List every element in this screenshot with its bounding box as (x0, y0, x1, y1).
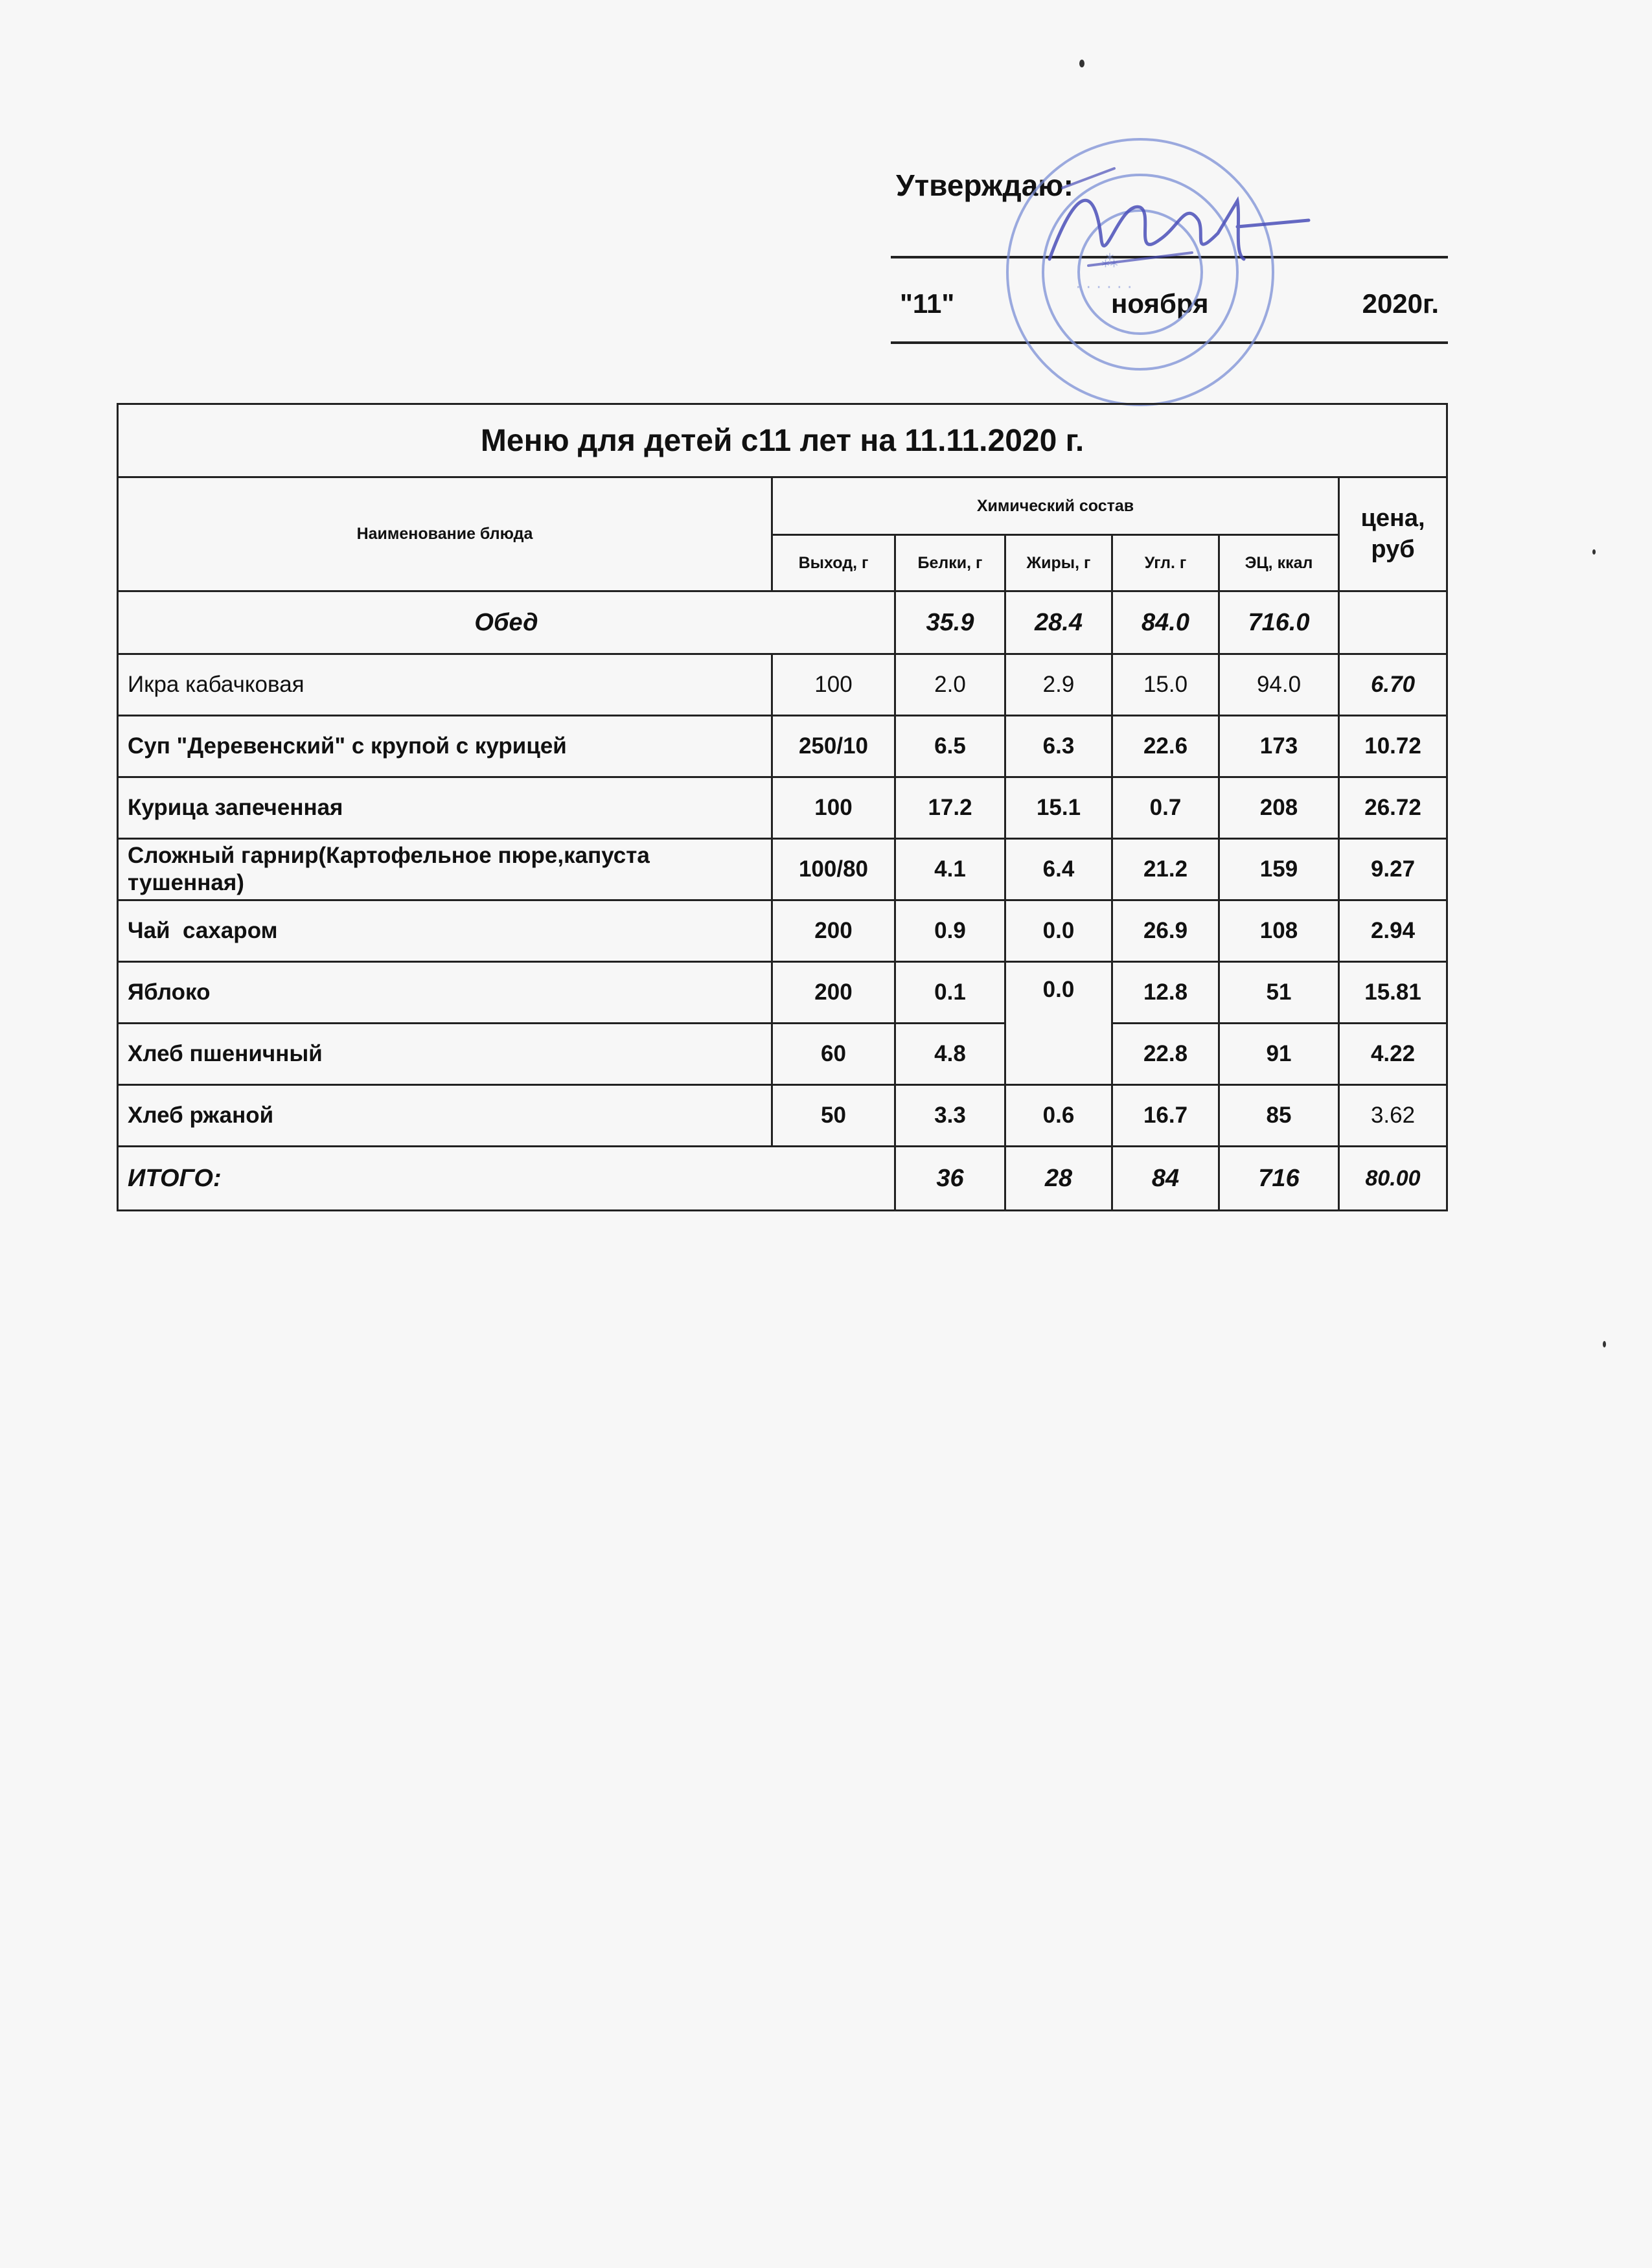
dish-vyhod: 50 (772, 1085, 895, 1147)
svg-text:· · · · · ·: · · · · · · (1075, 276, 1133, 295)
total-row (118, 1147, 1447, 1211)
dish-zhiry: 0.0 (1005, 962, 1112, 1085)
scan-speck (1592, 549, 1596, 555)
dish-ugl: 22.8 (1112, 1024, 1219, 1085)
date-line (891, 341, 1448, 344)
dish-price: 15.81 (1339, 962, 1447, 1024)
dish-name: Икра кабачковая (118, 654, 772, 716)
approval-month: ноября (1111, 288, 1209, 319)
total-belki: 36 (895, 1147, 1005, 1211)
header-dish-name: Наименование блюда (118, 477, 772, 591)
dish-vyhod: 250/10 (772, 716, 895, 777)
dish-kcal: 85 (1219, 1085, 1339, 1147)
dish-price: 9.27 (1339, 839, 1447, 900)
dish-name: Суп "Деревенский" с крупой с курицей (118, 716, 772, 777)
table-row (118, 1085, 1447, 1147)
dish-zhiry: 15.1 (1005, 777, 1112, 839)
dish-price: 2.94 (1339, 900, 1447, 962)
dish-price: 10.72 (1339, 716, 1447, 777)
dish-vyhod: 200 (772, 900, 895, 962)
dish-belki: 4.1 (895, 839, 1005, 900)
scan-speck (1603, 1341, 1606, 1347)
dish-belki: 6.5 (895, 716, 1005, 777)
dish-belki: 4.8 (895, 1024, 1005, 1085)
dish-belki: 17.2 (895, 777, 1005, 839)
section-kcal: 716.0 (1219, 591, 1339, 654)
scan-speck (1079, 60, 1084, 67)
total-kcal: 716 (1219, 1147, 1339, 1211)
section-price (1339, 591, 1447, 654)
dish-zhiry: 2.9 (1005, 654, 1112, 716)
total-zhiry: 28 (1005, 1147, 1112, 1211)
table-row (118, 777, 1447, 839)
dish-belki: 0.1 (895, 962, 1005, 1024)
dish-zhiry: 6.4 (1005, 839, 1112, 900)
total-ugl: 84 (1112, 1147, 1219, 1211)
dish-zhiry: 6.3 (1005, 716, 1112, 777)
section-belki: 35.9 (895, 591, 1005, 654)
dish-belki: 0.9 (895, 900, 1005, 962)
signature-line (891, 256, 1448, 258)
header-belki: Белки, г (895, 535, 1005, 591)
dish-vyhod: 100 (772, 777, 895, 839)
header-chemical-composition: Химический состав (772, 477, 1339, 535)
dish-name: Чай сахаром (118, 900, 772, 962)
dish-zhiry: 0.0 (1005, 900, 1112, 962)
dish-name: Хлеб ржаной (118, 1085, 772, 1147)
dish-vyhod: 100 (772, 654, 895, 716)
table-row (118, 1024, 1447, 1085)
table-row (118, 716, 1447, 777)
approval-day: "11" (900, 288, 955, 319)
table-row (118, 900, 1447, 962)
dish-ugl: 16.7 (1112, 1085, 1219, 1147)
stamp-text-center-1: ⁂ (1101, 251, 1118, 271)
dish-kcal: 208 (1219, 777, 1339, 839)
dish-name: Хлеб пшеничный (118, 1024, 772, 1085)
dish-price: 26.72 (1339, 777, 1447, 839)
dish-belki: 3.3 (895, 1085, 1005, 1147)
section-row-lunch (118, 591, 1447, 654)
header-kcal: ЭЦ, ккал (1219, 535, 1339, 591)
dish-price: 4.22 (1339, 1024, 1447, 1085)
dish-price: 3.62 (1339, 1085, 1447, 1147)
dish-zhiry: 0.6 (1005, 1085, 1112, 1147)
dish-kcal: 159 (1219, 839, 1339, 900)
table-row (118, 962, 1447, 1024)
header-price: цена, руб (1339, 477, 1447, 591)
table-row (118, 839, 1447, 900)
dish-kcal: 51 (1219, 962, 1339, 1024)
menu-title: Меню для детей с11 лет на 11.11.2020 г. (118, 404, 1447, 477)
dish-name: Сложный гарнир(Картофельное пюре,капуста тушенная) (118, 839, 772, 900)
dish-kcal: 91 (1219, 1024, 1339, 1085)
dish-ugl: 0.7 (1112, 777, 1219, 839)
approval-block (891, 165, 1448, 360)
approval-year: 2020г. (1362, 288, 1439, 319)
dish-kcal: 173 (1219, 716, 1339, 777)
approval-label: Утверждаю: (896, 168, 1073, 202)
section-zhiry: 28.4 (1005, 591, 1112, 654)
dish-ugl: 22.6 (1112, 716, 1219, 777)
dish-name: Курица запеченная (118, 777, 772, 839)
dish-price: 6.70 (1339, 654, 1447, 716)
dish-kcal: 108 (1219, 900, 1339, 962)
dish-ugl: 15.0 (1112, 654, 1219, 716)
header-zhiry: Жиры, г (1005, 535, 1112, 591)
table-row (118, 654, 1447, 716)
dish-vyhod: 200 (772, 962, 895, 1024)
section-ugl: 84.0 (1112, 591, 1219, 654)
dish-ugl: 21.2 (1112, 839, 1219, 900)
section-name: Обед (118, 591, 895, 654)
header-ugl: Угл. г (1112, 535, 1219, 591)
dish-vyhod: 60 (772, 1024, 895, 1085)
menu-table (117, 403, 1448, 1211)
total-price: 80.00 (1339, 1147, 1447, 1211)
dish-kcal: 94.0 (1219, 654, 1339, 716)
dish-name: Яблоко (118, 962, 772, 1024)
header-vyhod: Выход, г (772, 535, 895, 591)
total-label: ИТОГО: (118, 1147, 895, 1211)
dish-ugl: 26.9 (1112, 900, 1219, 962)
dish-vyhod: 100/80 (772, 839, 895, 900)
dish-belki: 2.0 (895, 654, 1005, 716)
dish-ugl: 12.8 (1112, 962, 1219, 1024)
